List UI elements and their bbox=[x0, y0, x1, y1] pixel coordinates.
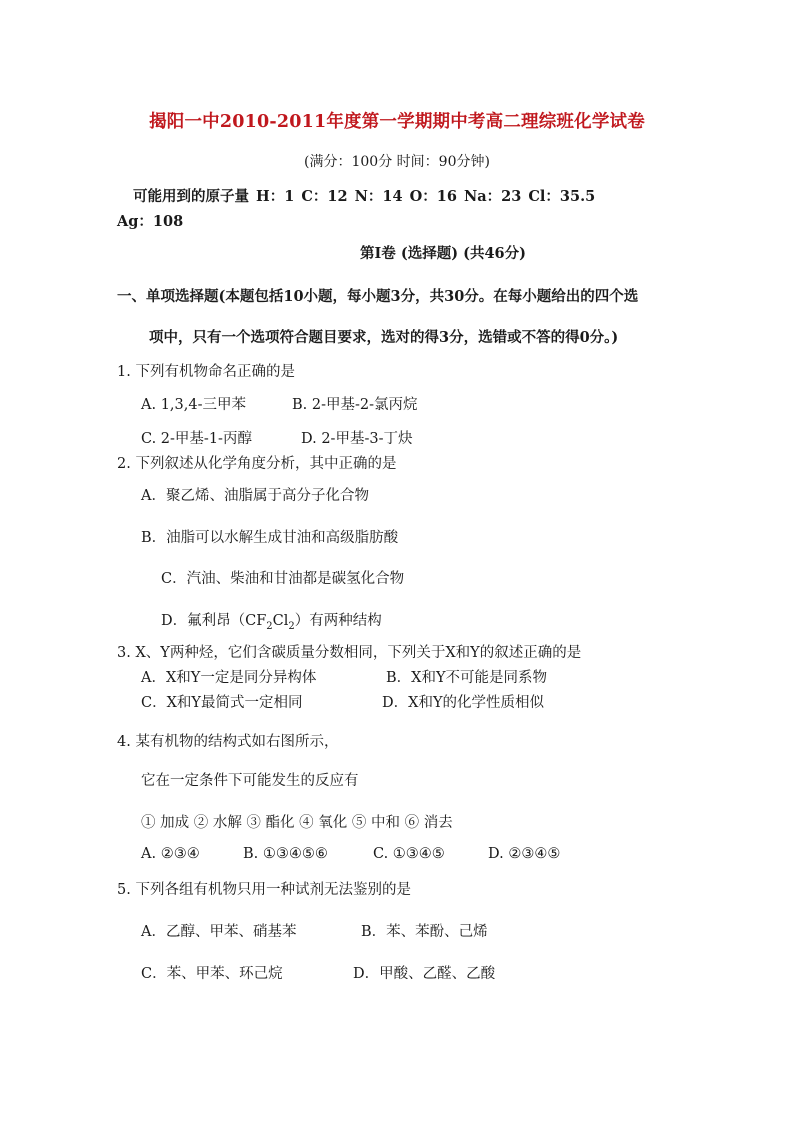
q3-option-c: C．X和Y最简式一定相同 bbox=[141, 695, 303, 711]
q2-option-c: C．汽油、柴油和甘油都是碳氢化合物 bbox=[161, 571, 405, 587]
q2-option-d-suffix: ）有两种结构 bbox=[294, 613, 382, 629]
instructions-line1: 一、单项选择题(本题包括10小题，每小题3分，共30分。在每小题给出的四个选 bbox=[117, 288, 639, 305]
q1-option-b: B. 2-甲基-2-氯丙烷 bbox=[292, 397, 418, 413]
q5-stem: 5. 下列各组有机物只用一种试剂无法鉴别的是 bbox=[117, 882, 411, 898]
q5-option-c: C．苯、甲苯、环己烷 bbox=[141, 966, 283, 982]
q2-option-a: A．聚乙烯、油脂属于高分子化合物 bbox=[141, 488, 369, 504]
q2-option-d bbox=[161, 609, 382, 632]
q2-option-d-sub2: 2 bbox=[288, 620, 295, 632]
q2-option-d-mid: Cl bbox=[272, 613, 289, 629]
exam-meta: (满分：100分 时间：90分钟) bbox=[304, 154, 490, 170]
q5-option-d: D．甲酸、乙醛、乙酸 bbox=[353, 966, 496, 982]
q4-option-c: C. ①③④⑤ bbox=[373, 846, 445, 862]
q4-stem: 4. 某有机物的结构式如右图所示， bbox=[117, 734, 339, 750]
q4-option-d: D. ②③④⑤ bbox=[488, 846, 561, 862]
q1-option-d: D. 2-甲基-3-丁炔 bbox=[301, 431, 413, 447]
q5-option-b: B．苯、苯酚、己烯 bbox=[361, 924, 488, 940]
q3-option-b: B．X和Y不可能是同系物 bbox=[386, 670, 548, 686]
q4-option-a: A. ②③④ bbox=[141, 846, 200, 862]
q1-option-c: C. 2-甲基-1-丙醇 bbox=[141, 431, 252, 447]
q2-stem: 2. 下列叙述从化学角度分析，其中正确的是 bbox=[117, 456, 397, 472]
q3-stem: 3. X、Y两种烃，它们含碳质量分数相同，下列关于X和Y的叙述正确的是 bbox=[117, 645, 582, 661]
q5-option-a: A．乙醇、甲苯、硝基苯 bbox=[141, 924, 297, 940]
q4-reactions: ① 加成 ② 水解 ③ 酯化 ④ 氧化 ⑤ 中和 ⑥ 消去 bbox=[141, 815, 453, 831]
atomic-masses-line1: 可能用到的原子量 H：1 C：12 N：14 O：16 Na：23 Cl：35.5 bbox=[133, 188, 596, 205]
section-heading: 第Ⅰ卷 (选择题) (共46分) bbox=[360, 245, 526, 262]
instructions-line2: 项中，只有一个选项符合题目要求，选对的得3分，选错或不答的得0分。) bbox=[149, 329, 619, 346]
q1-stem: 1. 下列有机物命名正确的是 bbox=[117, 364, 295, 380]
q3-option-d: D．X和Y的化学性质相似 bbox=[382, 695, 545, 711]
q2-option-d-prefix: D．氟利昂（CF bbox=[161, 613, 267, 629]
q4-option-b: B. ①③④⑤⑥ bbox=[243, 846, 328, 862]
q3-option-a: A．X和Y一定是同分异构体 bbox=[141, 670, 317, 686]
q4-line2: 它在一定条件下可能发生的反应有 bbox=[141, 773, 359, 789]
q2-option-d-sub1: 2 bbox=[266, 620, 273, 632]
atomic-masses-line2: Ag：108 bbox=[117, 213, 184, 230]
q1-option-a: A. 1,3,4-三甲苯 bbox=[141, 397, 246, 413]
exam-title: 揭阳一中2010-2011年度第一学期期中考高二理综班化学试卷 bbox=[149, 112, 645, 132]
q2-option-b: B．油脂可以水解生成甘油和高级脂肪酸 bbox=[141, 530, 399, 546]
